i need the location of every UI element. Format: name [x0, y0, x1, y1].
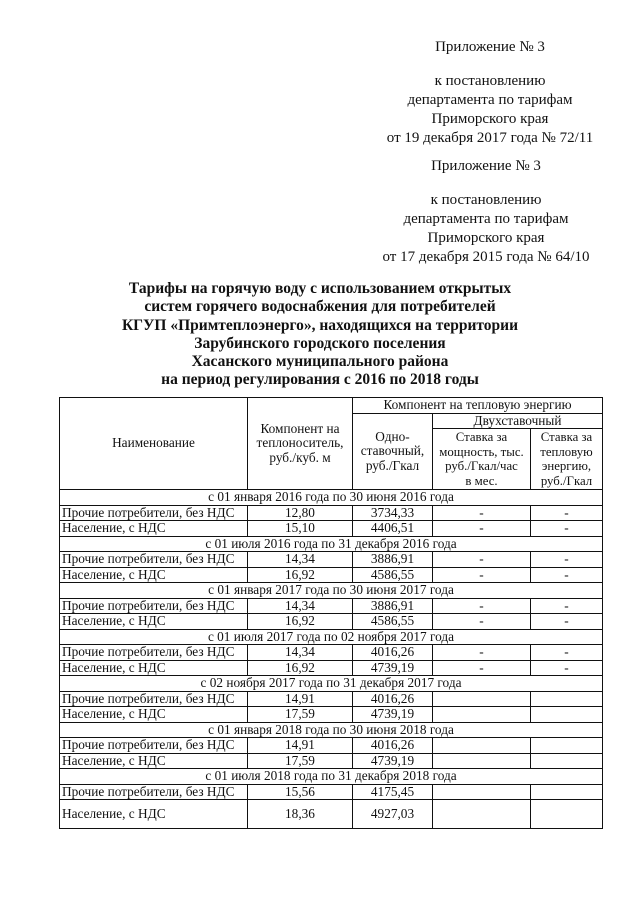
consumer-name: Население, с НДС	[60, 753, 248, 769]
consumer-name: Население, с НДС	[60, 800, 248, 829]
table-row	[60, 567, 603, 583]
carrier-value: 16,92	[248, 660, 353, 676]
carrier-value: 17,59	[248, 753, 353, 769]
header-capacity-line: Ставка за	[455, 430, 508, 444]
consumer-name: Население, с НДС	[60, 707, 248, 723]
consumer-name: Прочие потребители, без НДС	[60, 598, 248, 614]
energy-rate-value: -	[531, 552, 603, 568]
header-energy-rate-line: энергию,	[541, 459, 592, 473]
capacity-rate-value: -	[433, 614, 531, 630]
carrier-value: 16,92	[248, 614, 353, 630]
energy-rate-value	[531, 784, 603, 800]
single-rate-value: 4927,03	[353, 800, 433, 829]
table-row	[60, 738, 603, 754]
appendix-line: от 19 декабря 2017 года № 72/11	[386, 130, 594, 146]
capacity-rate-value: -	[433, 660, 531, 676]
consumer-name: Население, с НДС	[60, 660, 248, 676]
carrier-value: 12,80	[248, 505, 353, 521]
header-single-line: ставочный,	[360, 443, 425, 458]
capacity-rate-value	[433, 784, 531, 800]
single-rate-value: 4586,55	[353, 567, 433, 583]
capacity-rate-value: -	[433, 567, 531, 583]
energy-rate-value	[531, 691, 603, 707]
carrier-value: 16,92	[248, 567, 353, 583]
header-capacity	[433, 429, 531, 490]
header-single-line: Одно-	[375, 428, 410, 444]
period-row	[60, 769, 603, 785]
title-line: на период регулирования с 2016 по 2018 годы	[161, 371, 479, 389]
energy-rate-value: -	[531, 660, 603, 676]
consumer-name: Прочие потребители, без НДС	[60, 552, 248, 568]
energy-rate-value	[531, 707, 603, 723]
table-row	[60, 800, 603, 829]
appendix-heading: Приложение № 3	[435, 39, 545, 55]
header-name: Наименование	[60, 398, 248, 490]
consumer-name: Прочие потребители, без НДС	[60, 738, 248, 754]
appendix-line: от 17 декабря 2015 года № 64/10	[382, 249, 590, 265]
carrier-value: 14,34	[248, 598, 353, 614]
energy-rate-value: -	[531, 614, 603, 630]
table-row	[60, 552, 603, 568]
energy-rate-value: -	[531, 505, 603, 521]
single-rate-value: 4739,19	[353, 660, 433, 676]
header-single	[353, 413, 433, 490]
period-label: с 01 января 2017 года по 30 июня 2017 года	[60, 583, 603, 599]
period-row	[60, 536, 603, 552]
consumer-name: Прочие потребители, без НДС	[60, 691, 248, 707]
period-row	[60, 490, 603, 506]
consumer-name: Прочие потребители, без НДС	[60, 645, 248, 661]
header-single-line: руб./Гкал	[365, 457, 420, 473]
table-row	[60, 505, 603, 521]
table-row	[60, 521, 603, 537]
capacity-rate-value: -	[433, 645, 531, 661]
period-label: с 01 июля 2018 года по 31 декабря 2018 года	[60, 769, 603, 785]
period-row	[60, 676, 603, 692]
header-carrier-line: Компонент на	[260, 420, 340, 436]
energy-rate-value: -	[531, 521, 603, 537]
appendix-line: департамента по тарифам	[407, 92, 573, 108]
header-energy-rate-line: Ставка за	[540, 430, 593, 444]
table-header	[60, 398, 603, 490]
energy-rate-value	[531, 738, 603, 754]
header-energy-rate-line: тепловую	[540, 444, 593, 459]
appendix-block-original	[370, 157, 602, 267]
table-row	[60, 645, 603, 661]
consumer-name: Население, с НДС	[60, 614, 248, 630]
capacity-rate-value: -	[433, 505, 531, 521]
capacity-rate-value	[433, 753, 531, 769]
appendix-line: Приморского края	[431, 111, 549, 127]
document-title	[70, 280, 570, 390]
single-rate-value: 4739,19	[353, 753, 433, 769]
appendix-line: к постановлению	[434, 73, 546, 89]
capacity-rate-value	[433, 800, 531, 829]
consumer-name: Прочие потребители, без НДС	[60, 784, 248, 800]
carrier-value: 15,56	[248, 784, 353, 800]
single-rate-value: 4586,55	[353, 614, 433, 630]
period-label: с 02 ноября 2017 года по 31 декабря 2017 года	[60, 676, 603, 692]
single-rate-value: 3886,91	[353, 598, 433, 614]
consumer-name: Население, с НДС	[60, 521, 248, 537]
header-energy: Компонент на тепловую энергию	[353, 398, 603, 414]
appendix-line: Приморского края	[427, 230, 545, 246]
appendix-line: департамента по тарифам	[403, 211, 569, 227]
capacity-rate-value	[433, 738, 531, 754]
period-row	[60, 629, 603, 645]
energy-rate-value: -	[531, 567, 603, 583]
header-capacity-line: в мес.	[465, 473, 498, 488]
header-energy-rate	[531, 429, 603, 490]
table-body	[60, 490, 603, 829]
single-rate-value: 4739,19	[353, 707, 433, 723]
period-row	[60, 583, 603, 599]
header-two-part: Двухставочный	[433, 413, 603, 429]
title-line: Зарубинского городского поселения	[194, 334, 446, 352]
appendix-block-current	[380, 38, 600, 148]
header-carrier	[248, 398, 353, 490]
single-rate-value: 4406,51	[353, 521, 433, 537]
table-row	[60, 660, 603, 676]
single-rate-value: 4016,26	[353, 645, 433, 661]
single-rate-value: 4175,45	[353, 784, 433, 800]
energy-rate-value: -	[531, 598, 603, 614]
table-row	[60, 753, 603, 769]
carrier-value: 15,10	[248, 521, 353, 537]
header-carrier-line: руб./куб. м	[269, 449, 331, 465]
consumer-name: Прочие потребители, без НДС	[60, 505, 248, 521]
period-row	[60, 722, 603, 738]
tariff-table	[59, 397, 603, 829]
capacity-rate-value	[433, 691, 531, 707]
title-line: систем горячего водоснабжения для потребителей	[144, 298, 496, 316]
energy-rate-value	[531, 753, 603, 769]
carrier-value: 14,34	[248, 552, 353, 568]
period-label: с 01 января 2016 года по 30 июня 2016 года	[60, 490, 603, 506]
header-capacity-line: руб./Гкал/час	[445, 459, 518, 473]
single-rate-value: 3886,91	[353, 552, 433, 568]
carrier-value: 17,59	[248, 707, 353, 723]
title-line: КГУП «Примтеплоэнерго», находящихся на территории	[121, 316, 519, 334]
single-rate-value: 4016,26	[353, 738, 433, 754]
header-energy-rate-line: руб./Гкал	[540, 473, 593, 488]
capacity-rate-value: -	[433, 598, 531, 614]
header-carrier-line: теплоноситель,	[256, 435, 344, 451]
table-row	[60, 784, 603, 800]
title-line: Тарифы на горячую воду с использованием открытых	[128, 280, 512, 297]
energy-rate-value	[531, 800, 603, 829]
energy-rate-value: -	[531, 645, 603, 661]
capacity-rate-value: -	[433, 552, 531, 568]
capacity-rate-value: -	[433, 521, 531, 537]
table-row	[60, 598, 603, 614]
table-row	[60, 707, 603, 723]
carrier-value: 18,36	[248, 800, 353, 829]
table-row	[60, 691, 603, 707]
table-row	[60, 614, 603, 630]
single-rate-value: 4016,26	[353, 691, 433, 707]
title-line: Хасанского муниципального района	[191, 353, 449, 371]
period-label: с 01 июля 2017 года по 02 ноября 2017 года	[60, 629, 603, 645]
carrier-value: 14,91	[248, 691, 353, 707]
carrier-value: 14,34	[248, 645, 353, 661]
consumer-name: Население, с НДС	[60, 567, 248, 583]
single-rate-value: 3734,33	[353, 505, 433, 521]
period-label: с 01 июля 2016 года по 31 декабря 2016 года	[60, 536, 603, 552]
capacity-rate-value	[433, 707, 531, 723]
header-capacity-line: мощность, тыс.	[439, 444, 524, 459]
period-label: с 01 января 2018 года по 30 июня 2018 года	[60, 722, 603, 738]
appendix-heading: Приложение № 3	[431, 158, 541, 174]
appendix-line: к постановлению	[430, 192, 542, 208]
carrier-value: 14,91	[248, 738, 353, 754]
